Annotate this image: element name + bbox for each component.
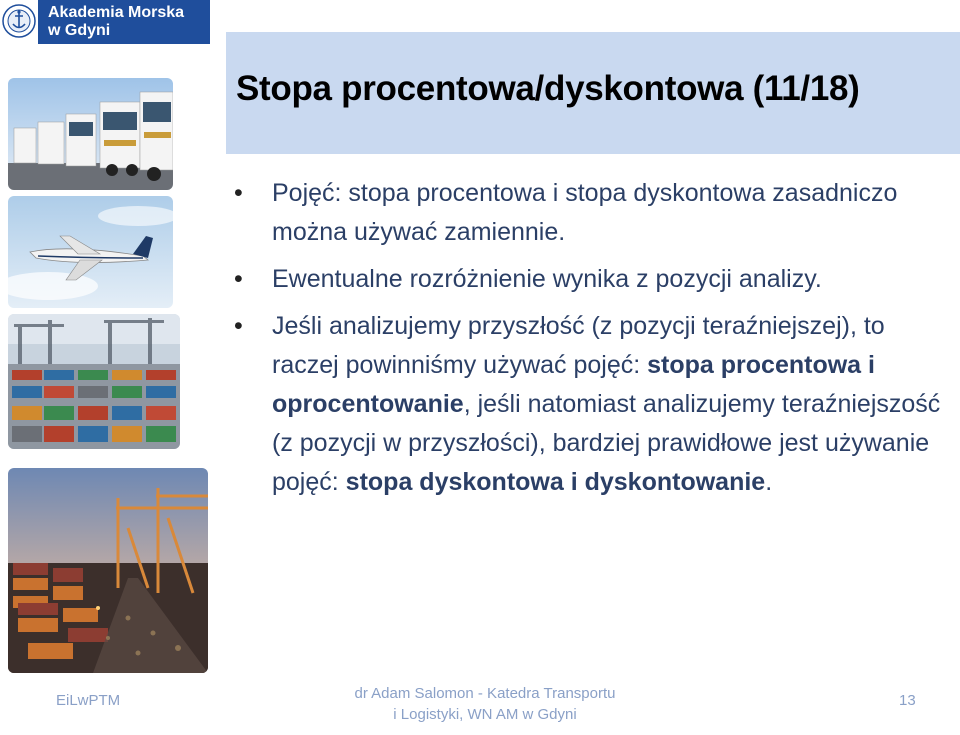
logo-text: Akademia Morska w Gdyni [48,4,185,39]
logo [0,0,210,44]
airplane-photo [8,196,173,308]
slide-title: Stopa procentowa/dyskontowa (11/18) [236,69,860,108]
bold-term: stopa dyskontowa i dyskontowanie [345,468,766,496]
footer-author-line1: dr Adam Salomon - Katedra Transportu [354,685,616,702]
logo-banner [38,0,210,44]
bold-term: stopa procentowa i oprocentowanie [272,351,875,418]
bullet-2: • Ewentualne rozróżnienie wynika z pozycji analizy. [232,260,942,299]
title-bar [226,32,960,154]
academy-seal-icon [2,2,36,40]
trucks-photo [8,78,173,190]
photo-collage [8,78,208,678]
footer-course-code: EiLwPTM [56,692,121,709]
port-night-photo [8,468,208,673]
page-number: 13 [899,692,916,709]
footer-author [300,683,670,725]
container-terminal-photo [8,314,180,449]
bullet-1: • Pojęć: stopa procentowa i stopa dyskontowa zasadniczo można używać zamiennie. [232,174,942,252]
bullet-list [232,174,942,510]
footer-author-line2: i Logistyki, WN AM w Gdyni [393,706,577,723]
bullet-3: • Jeśli analizujemy przyszłość (z pozycji teraźniejszej), to raczej powinniśmy używać pojęć: stopa procentowa i oprocentowanie, jeśli natomiast analizujemy teraźniejszość (z pozycji w przyszłości), bardziej prawidłowe jest używanie pojęć: stopa dyskontowa i dyskontowanie. [232,307,942,502]
